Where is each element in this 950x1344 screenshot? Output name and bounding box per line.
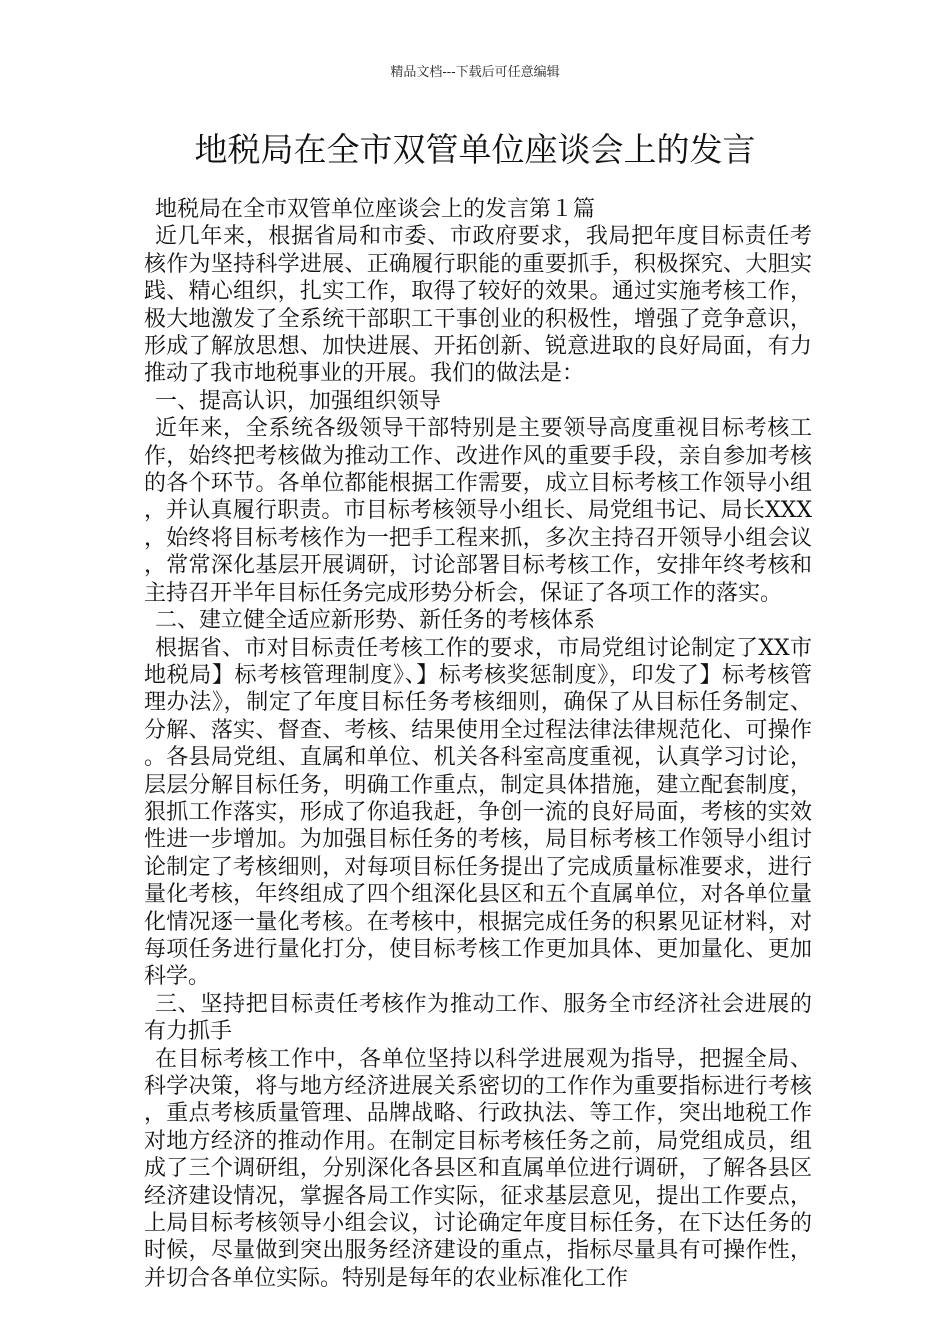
body-paragraph: 根据省、市对目标责任考核工作的要求，市局党组讨论制定了XX市地税局】标考核管理制度》、】标考核奖惩制度》，印发了】标考核管理办法》，制定了年度目标任务考核细则，确保了从目标任务制定、分解、落实、督查、考核、结果使用全过程法律法律规范化、可操作。各县局党组、直属和单位、机关各科室高度重视，认真学习讨论，层层分解目标任务，明确工作重点，制定具体措施，建立配套制度，狠抓工作落实，形成了你追我赶，争创一流的良好局面，考核的实效性进一步增加。为加强目标任务的考核，局目标考核工作领导小组讨论制定了考核细则，对每项目标任务提出了完成质量标准要求，进行量化考核，年终组成了四个组深化县区和五个直属单位，对各单位量化情况逐一量化考核。在考核中，根据完成任务的积累见证材料，对每项任务进行量化打分，使目标考核工作更加具体、更加量化、更加科学。 xyxy=(144,635,812,990)
section-heading: 二、建立健全适应新形势、新任务的考核体系 xyxy=(155,608,596,634)
page-header: 精品文档---下载后可任意编辑 xyxy=(390,65,560,80)
section-heading: 三、坚持把目标责任考核作为推动工作、服务全市经济社会进展的有力抓手 xyxy=(144,991,812,1045)
body-paragraph: 近几年来，根据省局和市委、市政府要求，我局把年度目标责任考核作为坚持科学进展、正确履行职能的重要抓手，积极探究、大胆实践、精心组织，扎实工作，取得了较好的效果。通过实施考核工作，极大地激发了全系统干部职工干事创业的积极性，增强了竞争意识，形成了解放思想、加快进展、开拓创新、锐意进取的良好局面，有力推动了我市地税事业的开展。我们的做法是： xyxy=(144,224,812,387)
body-paragraph: 在目标考核工作中，各单位坚持以科学进展观为指导，把握全局、科学决策，将与地方经济进展关系密切的工作作为重要指标进行考核，重点考核质量管理、品牌战略、行政执法、等工作，突出地税工作对地方经济的推动作用。在制定目标考核任务之前，局党组成员，组成了三个调研组，分别深化各县区和直属单位进行调研，了解各县区经济建设情况，掌握各局工作实际，征求基层意见，提出工作要点，上局目标考核领导小组会议，讨论确定年度目标任务，在下达任务的时候，尽量做到突出服务经济建设的重点，指标尽量具有可操作性，并切合各单位实际。特别是每年的农业标准化工作 xyxy=(144,1046,812,1291)
document-body xyxy=(144,196,812,1292)
section-heading: 一、提高认识，加强组织领导 xyxy=(155,388,442,414)
body-paragraph: 近年来，全系统各级领导干部特别是主要领导高度重视目标考核工作，始终把考核做为推动工作、改进作风的重要手段，亲自参加考核的各个环节。各单位都能根据工作需要，成立目标考核工作领导小组，并认真履行职责。市目标考核领导小组长、局党组书记、局长XXX，始终将目标考核作为一把手工程来抓，多次主持召开领导小组会议，常常深化基层开展调研，讨论部署目标考核工作，安排年终考核和主持召开半年目标任务完成形势分析会，保证了各项工作的落实。 xyxy=(144,416,812,606)
subtitle-paragraph: 地税局在全市双管单位座谈会上的发言第１篇 xyxy=(155,197,596,222)
document-title: 地税局在全市双管单位座谈会上的发言 xyxy=(194,130,756,169)
